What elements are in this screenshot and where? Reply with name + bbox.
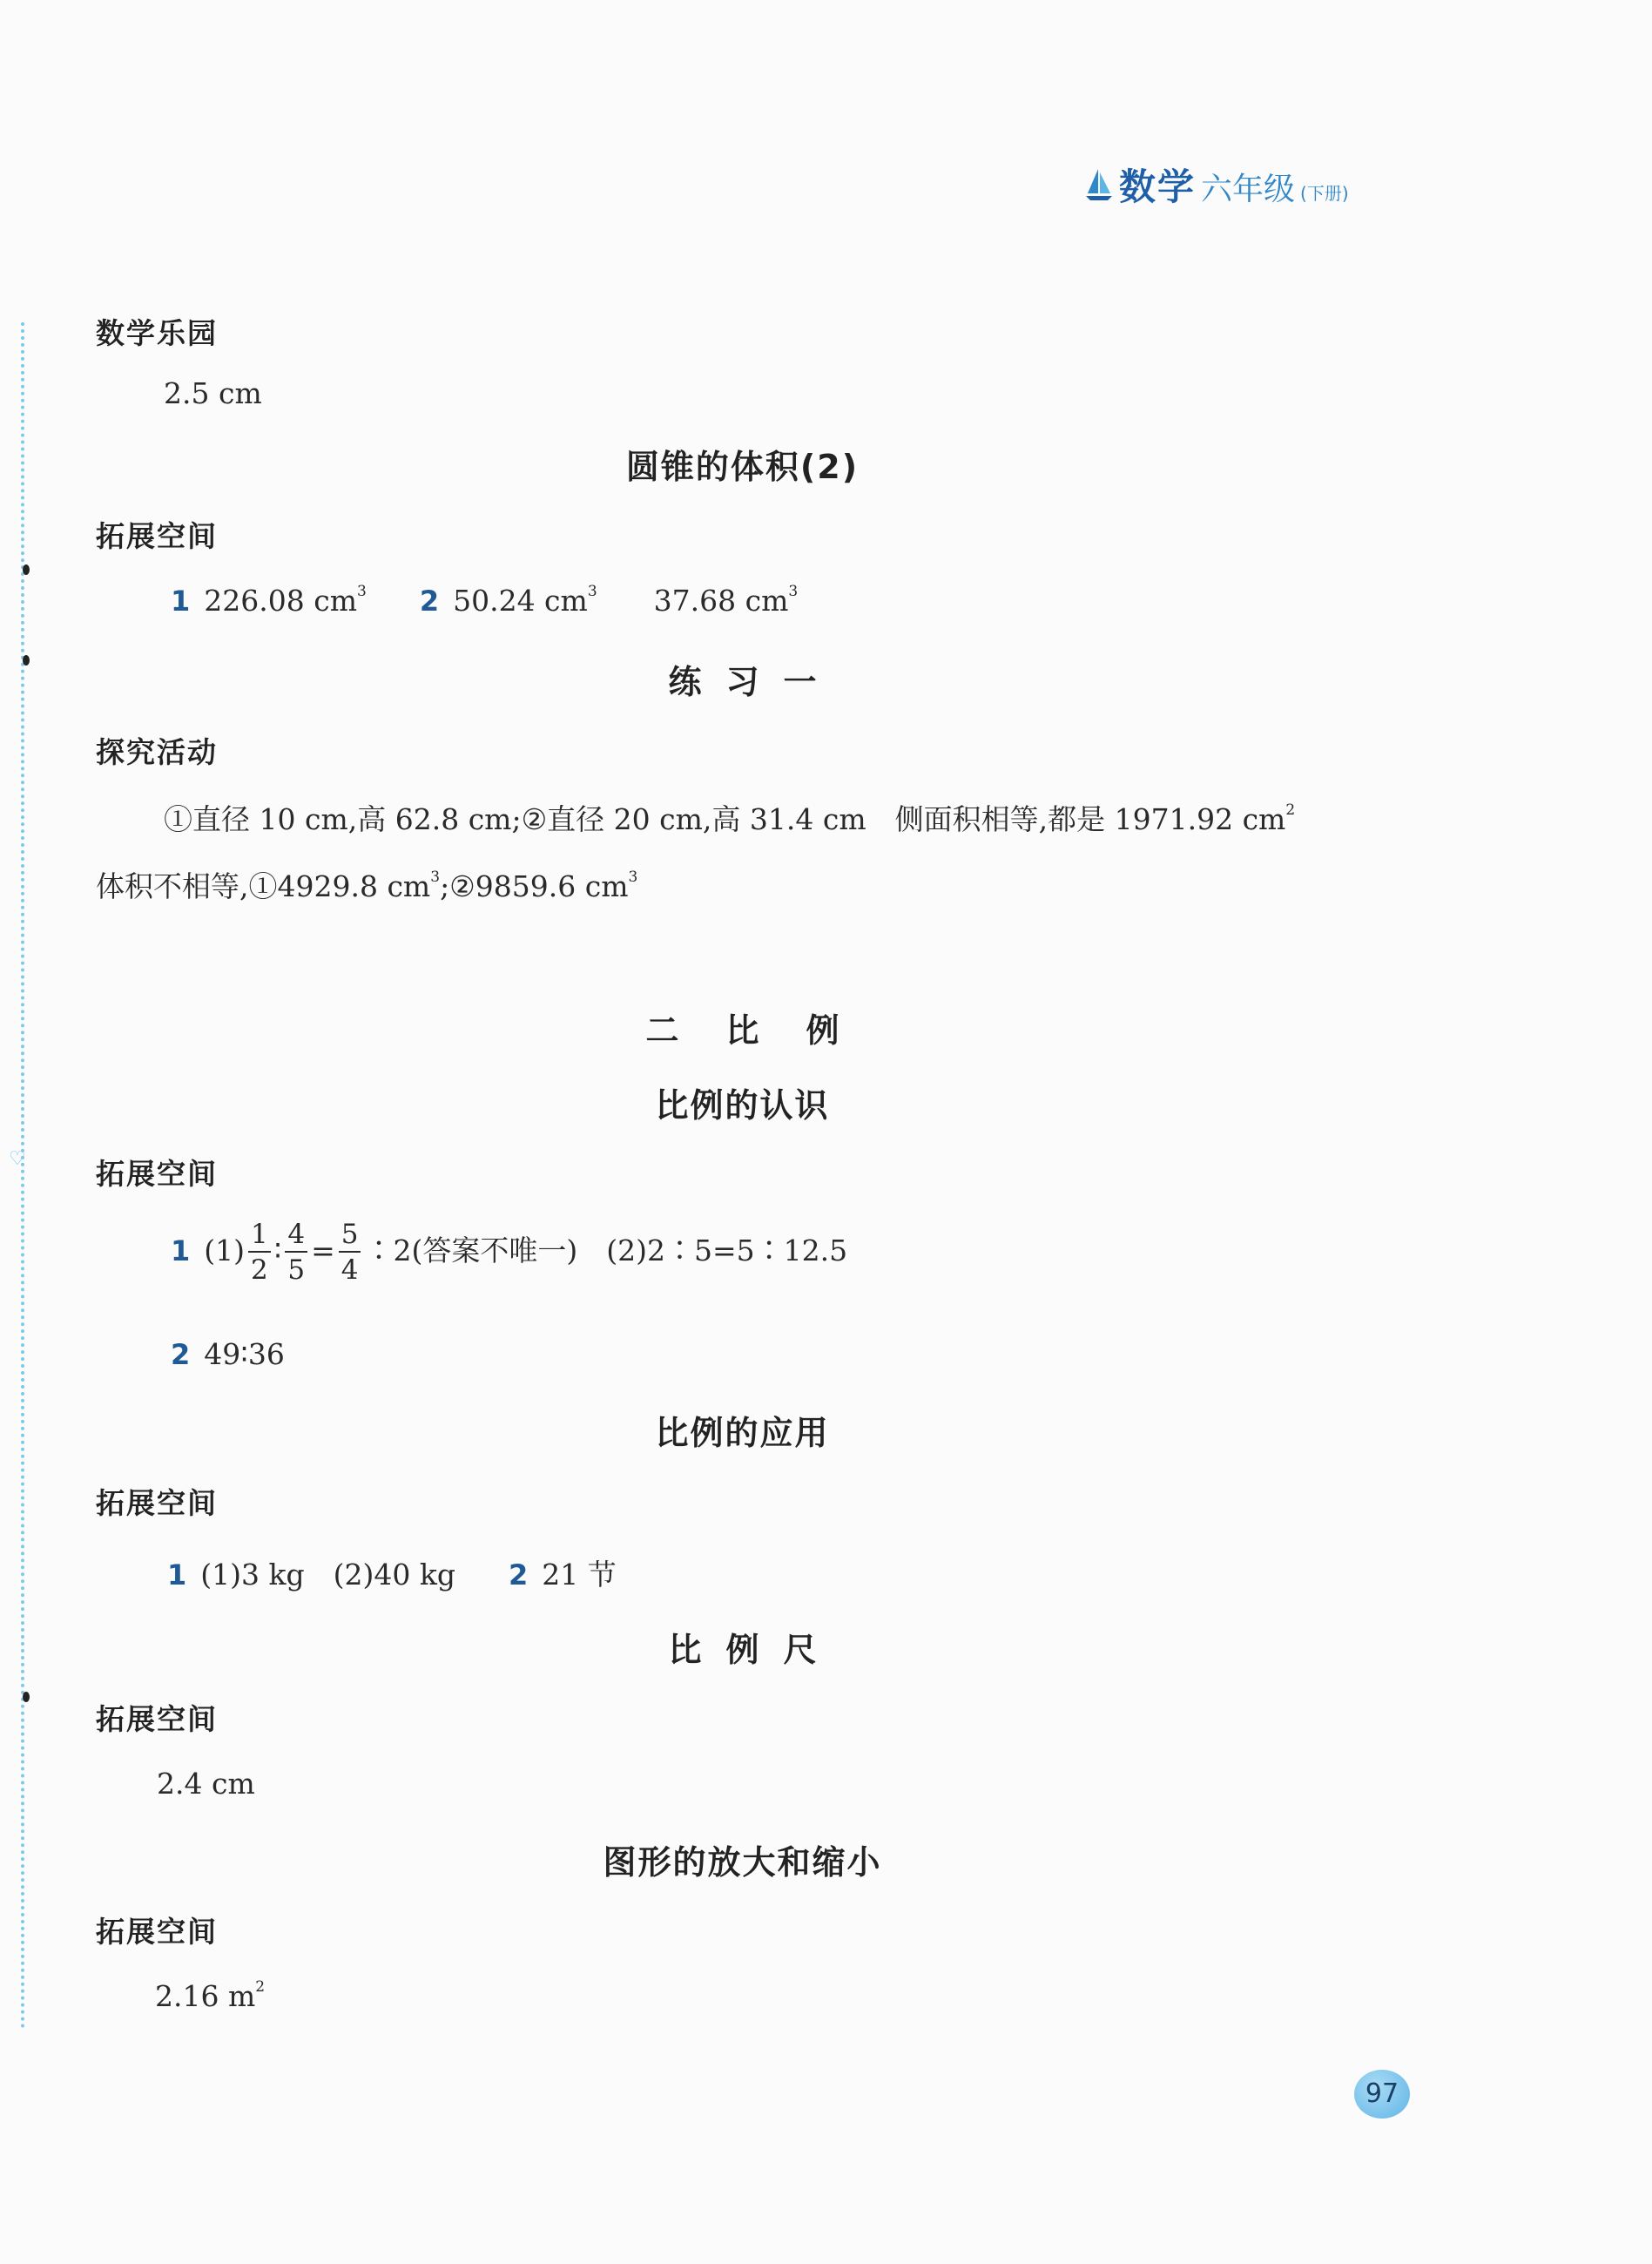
superscript: 3 xyxy=(788,583,799,600)
section-label: 探究活动 xyxy=(96,735,218,769)
answer-text: ①直径 10 cm,高 62.8 cm;②直径 20 cm,高 31.4 cm 侧面积相等,都是 1971.92 cm xyxy=(164,802,1286,836)
section-label: 拓展空间 xyxy=(96,1702,218,1736)
fraction-denominator: 4 xyxy=(341,1254,359,1286)
fraction-numerator: 4 xyxy=(285,1221,307,1253)
answer-line xyxy=(96,864,637,905)
answer-text: 体积不相等,①4929.8 cm xyxy=(96,869,431,903)
question-number: 2 xyxy=(171,1338,191,1371)
sailboat-logo-icon xyxy=(1084,167,1114,202)
section-title: 比例尺 xyxy=(668,1631,841,1669)
running-header xyxy=(1084,159,1349,211)
section-title: 比例的应用 xyxy=(655,1414,830,1452)
answer-line xyxy=(171,1337,285,1371)
answer-text: 50.24 cm xyxy=(453,584,588,618)
answer-text: (1)3 kg (2)40 kg xyxy=(200,1558,455,1592)
page-number-badge: 97 xyxy=(1354,2070,1410,2119)
section-title: 圆锥的体积(2) xyxy=(625,448,860,486)
section-title: 比例的认识 xyxy=(655,1086,830,1125)
section-label: 数学乐园 xyxy=(96,316,218,350)
answer-text: ;②9859.6 cm xyxy=(440,869,629,903)
answer-line xyxy=(164,797,1295,838)
answer-text: 2.5 cm xyxy=(164,376,262,410)
header-volume: (下册) xyxy=(1300,183,1349,204)
fraction-denominator: 5 xyxy=(287,1254,306,1286)
section-label: 拓展空间 xyxy=(96,1915,218,1949)
answer-line xyxy=(171,584,798,618)
question-number: 1 xyxy=(167,1558,187,1592)
superscript: 3 xyxy=(430,868,441,886)
question-number: 1 xyxy=(171,1234,191,1267)
header-grade: 六年级 xyxy=(1201,172,1296,207)
section-label: 拓展空间 xyxy=(96,519,218,553)
answer-text: (1) xyxy=(204,1233,246,1267)
answer-text: 226.08 cm xyxy=(204,584,357,618)
question-number: 2 xyxy=(508,1558,529,1592)
equals-sign: = xyxy=(311,1233,335,1267)
section-title: 练习一 xyxy=(668,663,841,701)
margin-dotted-border xyxy=(21,322,24,2030)
section-title: 图形的放大和缩小 xyxy=(603,1843,882,1882)
question-number: 2 xyxy=(419,585,440,618)
superscript: 2 xyxy=(255,1978,266,1996)
section-label: 拓展空间 xyxy=(96,1157,218,1191)
superscript: 3 xyxy=(587,583,597,600)
answer-text: 2.16 m xyxy=(155,1979,256,2013)
answer-text: 21 节 xyxy=(542,1558,617,1592)
question-number: 1 xyxy=(171,585,191,618)
answer-text: 2.4 cm xyxy=(157,1767,255,1801)
section-label: 拓展空间 xyxy=(96,1486,218,1520)
answer-line xyxy=(155,1979,265,2013)
margin-mark xyxy=(23,564,30,575)
answer-text: 49∶36 xyxy=(204,1337,285,1371)
fraction-numerator: 5 xyxy=(339,1221,361,1253)
heart-icon: ♡ xyxy=(9,1148,26,1170)
answer-text: ∶2(答案不唯一) (2)2∶5=5∶12.5 xyxy=(364,1233,848,1267)
fraction xyxy=(339,1221,361,1284)
ratio-colon: ∶ xyxy=(273,1233,282,1267)
answer-text: 37.68 cm xyxy=(653,584,789,618)
fraction-numerator: 1 xyxy=(248,1221,271,1253)
superscript: 3 xyxy=(357,583,367,600)
superscript: 2 xyxy=(1285,801,1296,819)
margin-mark xyxy=(23,1692,30,1702)
answer-line xyxy=(171,1221,847,1284)
fraction xyxy=(248,1221,271,1284)
fraction-denominator: 2 xyxy=(251,1254,268,1286)
header-subject: 数学 xyxy=(1119,166,1197,208)
answer-line xyxy=(167,1552,617,1593)
superscript: 3 xyxy=(628,868,638,886)
unit-title: 二比例 xyxy=(645,1011,887,1050)
fraction xyxy=(285,1221,307,1284)
